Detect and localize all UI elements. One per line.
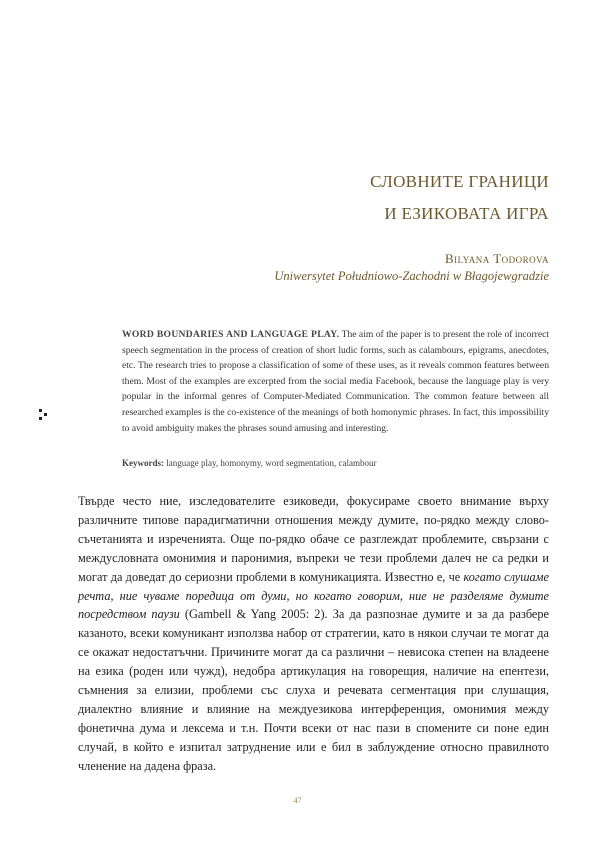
author-name: Bilyana Todorova: [444, 251, 549, 266]
abstract: [122, 327, 549, 436]
body-text-part-2: (Gambell & Yang 2005: 2). За да разпознае думите и за да разбере казаното, всеки комуникант използва набор от стратегии, като в някои случаи те могат да се окажат недостатъчни. Причините могат да са различни – невисока степен на владеене на езика (роден или чужд), недобра артикулация на говорещия, наличие на епентези, съмнения за елизии, проблеми със слуха и речевата сегментация при слушащия, диалектно влияние и влияние на междуезикова интерференция, омонимия между фонетична дума и лексема и т.н. Почти всеки от нас пази в спомените си поне един случай, в който е изпитал затруднение или е бил в заблуждение относно правилното членение на дадена фраза.: [78, 607, 549, 773]
article-title-line-1: СЛОВНИТЕ ГРАНИЦИ: [370, 172, 549, 191]
body-text-part-1: Твърде често ние, изследователите езиковеди, фокусираме своето внимание върху различните типове парадигматични отношения между думите, по-рядко между слово-съчетанията и изреченията. Още по-рядко обаче се разглеждат проблемите, свързани с междусловната омонимия и паронимия, въпреки че тези проблеми далеч не са редки и могат да доведат до сериозни проблеми в комуникацията. Известно е, че: [78, 494, 549, 584]
body-paragraph: [78, 492, 549, 776]
keywords-label: Keywords:: [122, 458, 164, 468]
margin-marker-icon: [39, 409, 48, 421]
keywords: [122, 458, 549, 468]
author-affiliation: Uniwersytet Południowo-Zachodni w Błagojewgradzie: [274, 269, 549, 283]
keywords-text: language play, homonymy, word segmentation, calambour: [166, 458, 377, 468]
article-title-line-2: И ЕЗИКОВАТА ИГРА: [384, 204, 549, 223]
abstract-heading: WORD BOUNDARIES AND LANGUAGE PLAY.: [122, 329, 340, 340]
abstract-text: The aim of the paper is to present the role of incorrect speech segmentation in the process of creation of short ludic forms, such as calambours, epigrams, anecdotes, etc. The research tries to propose a classification of some of these uses, as it reveals common features between them. Most of the examples are excerpted from the social media Facebook, because the language play is very popular in the informal genres of Computer-Mediated Communication. The common feature between all researched examples is the co-existence of the meanings of both homonymic phrases. In fact, this impossibility to avoid ambiguity makes the phrases sound amusing and interesting.: [122, 329, 550, 434]
page-number: 47: [293, 796, 302, 805]
body-quote-italic: когато слушаме речта, ние чуваме поредица от думи, но когато говорим, ние не разделяме думите посредством паузи: [78, 569, 549, 622]
